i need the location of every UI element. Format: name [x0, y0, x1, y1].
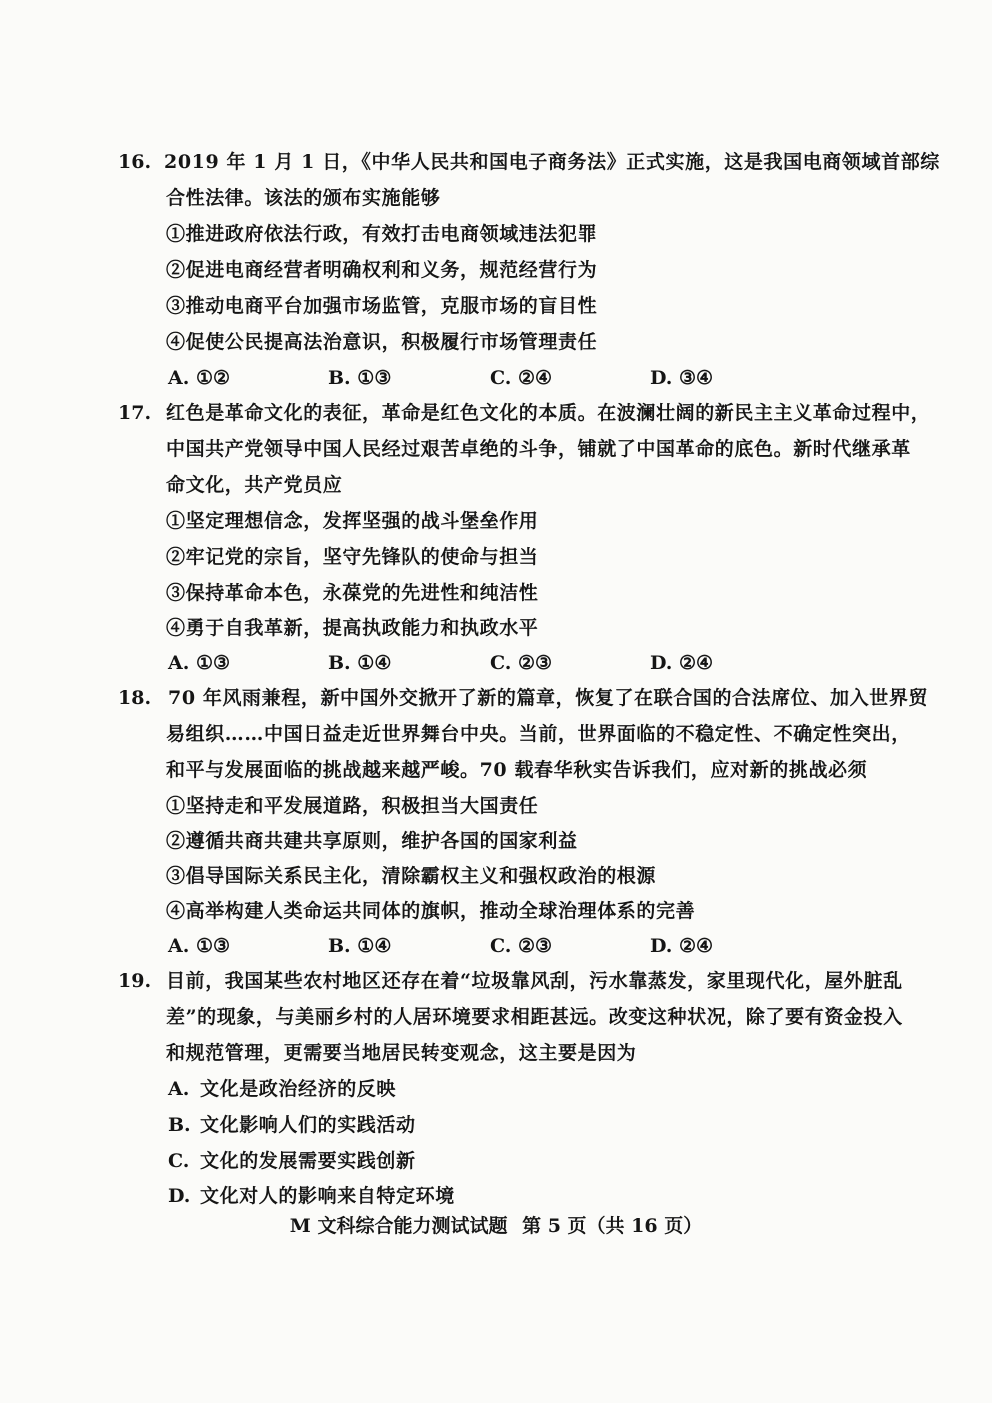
- option-b: B. ①④: [328, 935, 392, 957]
- option-d: D. ③④: [650, 367, 714, 389]
- option-b: B. ①③: [328, 367, 392, 389]
- footer-subject: M 文科综合能力测试试题: [289, 1215, 508, 1237]
- question-number: 18.: [118, 687, 152, 709]
- option-c: C. ②③: [490, 935, 553, 957]
- statement-4: ④促使公民提高法治意识，积极履行市场管理责任: [166, 331, 598, 353]
- statement-3: ③保持革命本色，永葆党的先进性和纯洁性: [166, 582, 539, 604]
- page-footer: [0, 1214, 992, 1238]
- option-d: D. ②④: [650, 935, 714, 957]
- statement-4: ④高举构建人类命运共同体的旗帜，推动全球治理体系的完善: [166, 900, 696, 922]
- statement-2: ②遵循共商共建共享原则，维护各国的国家利益: [166, 830, 578, 852]
- question-number: 19.: [118, 970, 152, 992]
- statement-1: ①坚定理想信念，发挥坚强的战斗堡垒作用: [166, 510, 539, 532]
- question-stem-line: 红色是革命文化的表征，革命是红色文化的本质。在波澜壮阔的新民主主义革命过程中，: [166, 402, 931, 424]
- question-stem-line: 易组织……中国日益走近世界舞台中央。当前，世界面临的不稳定性、不确定性突出，: [166, 723, 911, 745]
- statement-2: ②促进电商经营者明确权利和义务，规范经营行为: [166, 259, 598, 281]
- option-b: B. ①④: [328, 652, 392, 674]
- option-a: A. ①③: [168, 652, 231, 674]
- question-stem-line: 和规范管理，更需要当地居民转变观念，这主要是因为: [166, 1042, 637, 1064]
- question-number: 17.: [118, 402, 152, 424]
- question-number: 16.: [118, 151, 152, 173]
- question-stem-line: 命文化，共产党员应: [166, 474, 343, 496]
- statement-1: ①坚持走和平发展道路，积极担当大国责任: [166, 795, 539, 817]
- choice-b-label: B.: [168, 1114, 191, 1136]
- choice-a-label: A.: [168, 1078, 190, 1100]
- statement-1: ①推进政府依法行政，有效打击电商领域违法犯罪: [166, 223, 598, 245]
- question-stem-line: 70 年风雨兼程，新中国外交掀开了新的篇章，恢复了在联合国的合法席位、加入世界贸: [168, 687, 929, 709]
- option-d: D. ②④: [650, 652, 714, 674]
- question-stem-line: 差”的现象，与美丽乡村的人居环境要求相距甚远。改变这种状况，除了要有资金投入: [166, 1006, 903, 1028]
- choice-d-label: D.: [168, 1185, 191, 1207]
- option-a: A. ①②: [168, 367, 231, 389]
- question-stem-line: 2019 年 1 月 1 日，《中华人民共和国电子商务法》正式实施，这是我国电商领域首部综: [164, 151, 940, 173]
- choice-a-text: 文化是政治经济的反映: [200, 1078, 397, 1100]
- statement-2: ②牢记党的宗旨，坚守先锋队的使命与担当: [166, 546, 539, 568]
- question-stem-line: 目前，我国某些农村地区还存在着“垃圾靠风刮，污水靠蒸发，家里现代化，屋外脏乱: [166, 970, 903, 992]
- choice-c-text: 文化的发展需要实践创新: [200, 1150, 416, 1172]
- option-c: C. ②③: [490, 652, 553, 674]
- question-stem-line: 中国共产党领导中国人民经过艰苦卓绝的斗争，铺就了中国革命的底色。新时代继承革: [166, 438, 911, 460]
- option-a: A. ①③: [168, 935, 231, 957]
- statement-3: ③推动电商平台加强市场监管，克服市场的盲目性: [166, 295, 598, 317]
- statement-4: ④勇于自我革新，提高执政能力和执政水平: [166, 617, 539, 639]
- question-stem-line: 合性法律。该法的颁布实施能够: [166, 187, 441, 209]
- choice-d-text: 文化对人的影响来自特定环境: [200, 1185, 455, 1207]
- question-stem-line: 和平与发展面临的挑战越来越严峻。70 载春华秋实告诉我们，应对新的挑战必须: [166, 759, 868, 781]
- choice-b-text: 文化影响人们的实践活动: [200, 1114, 416, 1136]
- choice-c-label: C.: [168, 1150, 190, 1172]
- statement-3: ③倡导国际关系民主化，清除霸权主义和强权政治的根源: [166, 865, 657, 887]
- footer-page-number: 第 5 页（共 16 页）: [522, 1215, 703, 1237]
- option-c: C. ②④: [490, 367, 553, 389]
